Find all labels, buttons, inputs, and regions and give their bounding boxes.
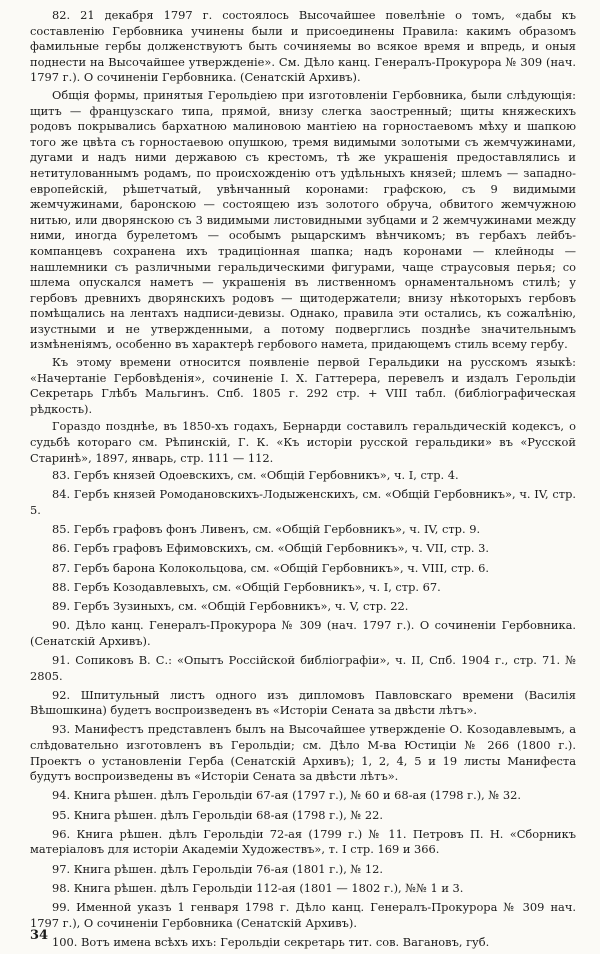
note-94: 94. Книга рѣшен. дѣлъ Герольдіи 67-ая (1797 г.), № 60 и 68-ая (1798 г.), № 32.	[52, 788, 521, 803]
heraldry-forms-paragraph: Общія формы, принятыя Герольдіею при изготовленіи Гербовника, были слѣдующія: щитъ — французскаго типа, прямой, внизу слегка заостренный; щиты княжескихъ родовъ покрывались бархатною малиновою мантіею на горностаевомъ мѣху и шапкою того же цвѣта съ горностаевою опушкою, тремя видимыми золотыми съ жемчужинами, дугами и надъ ними державою съ крестомъ, тѣ же украшенія предоставлялись и нетитулованнымъ родамъ, по происхожденію отъ удѣльныхъ князей; шлемъ — западно-европейскій, рѣшетчатый, увѣнчанный коронами: графскою, съ 9 видимыми жемчужинами, баронскою — состоящею изъ золотого обруча, обвитого жемчужною нитью, или дворянскою съ 3 видимыми листовидными зубцами и 2 жемчужинами между ними, иногда бурелетомъ — особымъ рыцарскимъ вѣнчикомъ; въ гербахъ лейбъ-компанцевъ сохранена ихъ традиціонная шапка; надъ коронами — клейноды — нашлемники съ различными геральдическими фигурами, чаще страусовыя перья; со шлема опускался наметъ — украшенія въ лиственномъ орнаментальномъ стилѣ; у гербовъ древнихъ дворянскихъ родовъ — щитодержатели; внизу нѣкоторыхъ гербовъ помѣщались на лентахъ надписи-девизы. Однако, правила эти остались, къ сожалѣнію, изустными и не утвержденными, а потому подверглись позднѣе значительнымъ измѣненіямъ, особенно въ характерѣ гербового намета, придающемъ стиль всему гербу.	[30, 87, 576, 352]
note-95: 95. Книга рѣшен. дѣлъ Герольдіи 68-ая (1798 г.), № 22.	[52, 807, 383, 822]
note-92: 92. Шпитульный листъ одного изъ дипломовъ Павловскаго времени (Василія Вѣшошкина) будетъ воспроизведенъ въ «Исторіи Сената за двѣсти лѣтъ».	[30, 687, 576, 718]
note-87: 87. Гербъ барона Колокольцова, см. «Общій Гербовникъ», ч. VIII, стр. 6.	[52, 560, 490, 575]
page-number: 34	[30, 928, 49, 943]
note-96: 96. Книга рѣшен. дѣлъ Герольдіи 72-ая (1799 г.) № 11. Петровъ П. Н. «Сборникъ матеріаловъ для исторіи Академіи Художествъ», т. I стр. 169 и 366.	[30, 826, 576, 857]
note-88: 88. Гербъ Козодавлевыхъ, см. «Общій Гербовникъ», ч. I, стр. 67.	[52, 579, 441, 594]
first-heraldry-paragraph: Къ этому времени относится появленіе первой Геральдики на русскомъ языкѣ: «Начертаніе Гербовѣденія», сочиненіе I. X. Гаттерера, перевелъ и издалъ Герольдіи Секретарь Глѣбъ Мальгинъ. Спб. 1805 г. 292 стр. + VIII табл. (библіографическая рѣдкость).	[30, 355, 576, 416]
note-85: 85. Гербъ графовъ фонъ Ливенъ, см. «Общій Гербовникъ», ч. IV, стр. 9.	[52, 522, 481, 537]
note-93: 93. Манифестъ представленъ былъ на Высочайшее утвержденіе О. Козодавлевымъ, а слѣдовательно изготовленъ въ Герольдіи; см. Дѣло М-ва Юстиціи № 266 (1800 г.). Проектъ о установленіи Герба (Сенатскій Архивъ); 1, 2, 4, 5 и 19 листы Манифеста будутъ воспроизведены въ «Исторіи Сената за двѣсти лѣтъ».	[30, 722, 576, 784]
page-body	[30, 8, 576, 954]
note-98: 98. Книга рѣшен. дѣлъ Герольдіи 112-ая (1801 — 1802 г.), №№ 1 и 3.	[52, 880, 464, 895]
note-89: 89. Гербъ Зузиныхъ, см. «Общій Гербовникъ», ч. V, стр. 22.	[52, 598, 409, 613]
note-83: 83. Гербъ князей Одоевскихъ, см. «Общій Гербовникъ», ч. I, стр. 4.	[52, 468, 459, 483]
note-82: 82. 21 декабря 1797 г. состоялось Высочайшее повелѣніе о томъ, «дабы къ составленію Гербовника учинены были и присоединены Правила: какимъ образомъ фамильные гербы долженствуютъ быть сочиняемы во всякое время и впредь, и оныя поднести на Высочайшее утвержденіе». См. Дѣло канц. Генералъ-Прокурора № 309 (нач. 1797 г.). О сочиненіи Гербовника. (Сенатскій Архивъ).	[30, 8, 576, 85]
note-100: 100. Вотъ имена всѣхъ ихъ: Герольдіи секретарь тит. сов. Вагановъ, губ.	[52, 934, 490, 949]
note-90: 90. Дѣло канц. Генералъ-Прокурора № 309 (нач. 1797 г.). О сочиненіи Гербовника. (Сенатскій Архивъ).	[30, 618, 576, 648]
note-91: 91. Сопиковъ В. С.: «Опытъ Россійской библіографіи», ч. II, Спб. 1904 г., стр. 71. № 2805.	[30, 652, 576, 683]
note-86: 86. Гербъ графовъ Ефимовскихъ, см. «Общій Гербовникъ», ч. VII, стр. 3.	[52, 541, 489, 556]
bernardi-paragraph: Гораздо позднѣе, въ 1850-хъ годахъ, Бернарди составилъ геральдическій кодексъ, о судьбѣ котораго см. Рѣпинскій, Г. К. «Къ исторіи русской геральдики» въ «Русской Старинѣ», 1897, январь, стр. 111 — 112.	[30, 419, 576, 465]
note-84: 84. Гербъ князей Ромодановскихъ-Лодыженскихъ, см. «Общій Гербовникъ», ч. IV, стр. 5.	[30, 487, 576, 517]
note-97: 97. Книга рѣшен. дѣлъ Герольдіи 76-ая (1801 г.), № 12.	[52, 861, 383, 876]
note-99: 99. Именной указъ 1 генваря 1798 г. Дѣло канц. Генералъ-Прокурора № 309 нач. 1797 г.), О сочиненіи Гербовника (Сенатскій Архивъ).	[30, 899, 576, 930]
